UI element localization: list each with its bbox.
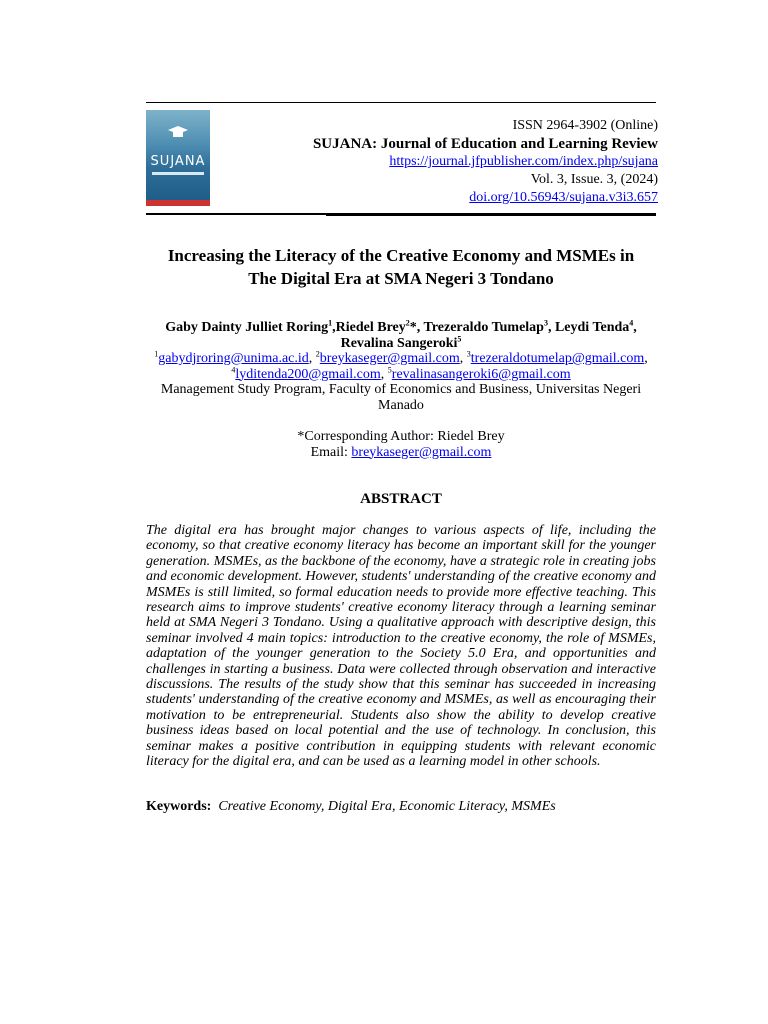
- corresponding-mark: *,: [409, 320, 424, 335]
- corresponding-email-label: Email:: [310, 444, 352, 460]
- author-emails: [146, 351, 656, 382]
- cover-bar: [152, 172, 204, 175]
- email-1-sup: 1: [154, 349, 159, 359]
- author-3: Trezeraldo Tumelap: [423, 320, 544, 335]
- author-1: Gaby Dainty Julliet Roring: [165, 320, 329, 335]
- keywords-label: Keywords:: [146, 799, 212, 814]
- email-1-link[interactable]: gabydjroring@unima.ac.id: [158, 351, 309, 366]
- cover-title: SUJANA: [150, 154, 206, 169]
- author-3-sup: 3: [543, 318, 548, 328]
- journal-url-link[interactable]: https://journal.jfpublisher.com/index.php/sujana: [389, 154, 658, 169]
- email-5-sup: 5: [387, 364, 392, 374]
- email-2-link[interactable]: breykaseger@gmail.com: [319, 351, 460, 366]
- graduation-cap-icon: [168, 126, 188, 138]
- email-3-sup: 3: [466, 349, 471, 359]
- abstract-heading: ABSTRACT: [360, 491, 442, 507]
- author-separator: ,: [633, 320, 637, 335]
- email-comma: ,: [380, 366, 388, 382]
- cover-footer-stripe: [146, 200, 210, 206]
- keywords-text: Creative Economy, Digital Era, Economic Literacy, MSMEs: [218, 799, 556, 814]
- header-top-rule: [146, 102, 656, 103]
- author-4-sup: 4: [629, 318, 634, 328]
- email-3-link[interactable]: trezeraldotumelap@gmail.com: [470, 351, 645, 366]
- journal-name: SUJANA: Journal of Education and Learning Review: [312, 136, 658, 152]
- doi-link[interactable]: doi.org/10.56943/sujana.v3i3.657: [469, 190, 658, 205]
- paper-title: [146, 244, 656, 290]
- email-4-sup: 4: [231, 364, 236, 374]
- author-5: Revalina Sangeroki: [340, 335, 458, 351]
- author-4: , Leydi Tenda: [547, 320, 630, 335]
- author-1-sup: 1: [328, 318, 333, 328]
- author-2-sup: 2: [405, 318, 410, 328]
- email-4-link[interactable]: lyditenda200@gmail.com: [235, 366, 381, 382]
- email-2-sup: 2: [315, 349, 320, 359]
- header-bottom-rule-accent: [326, 213, 656, 216]
- corresponding-author: [146, 429, 656, 460]
- paper-title-line-2: The Digital Era at SMA Negeri 3 Tondano: [248, 269, 554, 288]
- author-2: ,Riedel Brey: [332, 320, 406, 335]
- affiliation: Management Study Program, Faculty of Economics and Business, Universitas Negeri Manado: [160, 382, 642, 413]
- abstract-text: The digital era has brought major changes to various aspects of life, including the economy, so that creative economy literacy has become an important skill for the younger generation. MSMEs, as the backbone of the economy, have a strategic role in creating jobs and economic development. However, students' understanding of the creative economy and MSMEs is still limited, so formal education needs to provide more effective teaching. This research aims to improve students' creative economy literacy through a learning seminar held at SMA Negeri 3 Tondano. Using a qualitative approach with descriptive design, this seminar involved 4 main topics: introduction to the creative economy, the role of MSMEs, adaptation of the younger generation to the Society 5.0 Era, and opportunities and challenges in starting a business. Data were collected through observation and interactive discussions. The results of the study show that this seminar has succeeded in increasing students' understanding of the creative economy and MSMEs, as well as encouraging their motivation to be entrepreneurial. Students also show the ability to develop creative business ideas based on local potential and the use of technology. In conclusion, this seminar makes a positive contribution in equipping students with relevant economic literacy for the digital era, and can be used as a learning model in other schools.: [146, 523, 656, 770]
- email-comma: ,: [644, 351, 648, 366]
- issn: ISSN 2964-3902 (Online): [512, 118, 658, 133]
- volume-issue: Vol. 3, Issue. 3, (2024): [530, 172, 658, 187]
- corresponding-author-line: *Corresponding Author: Riedel Brey: [297, 429, 505, 444]
- keywords: [146, 799, 656, 815]
- paper-title-line-1: Increasing the Literacy of the Creative Economy and MSMEs in: [167, 246, 635, 265]
- author-list: [146, 320, 656, 351]
- email-5-link[interactable]: revalinasangeroki6@gmail.com: [391, 366, 571, 382]
- email-comma: ,: [459, 351, 467, 366]
- corresponding-email-link[interactable]: breykaseger@gmail.com: [351, 444, 492, 460]
- journal-cover-image: [146, 110, 210, 206]
- email-comma: ,: [308, 351, 316, 366]
- author-5-sup: 5: [457, 333, 462, 343]
